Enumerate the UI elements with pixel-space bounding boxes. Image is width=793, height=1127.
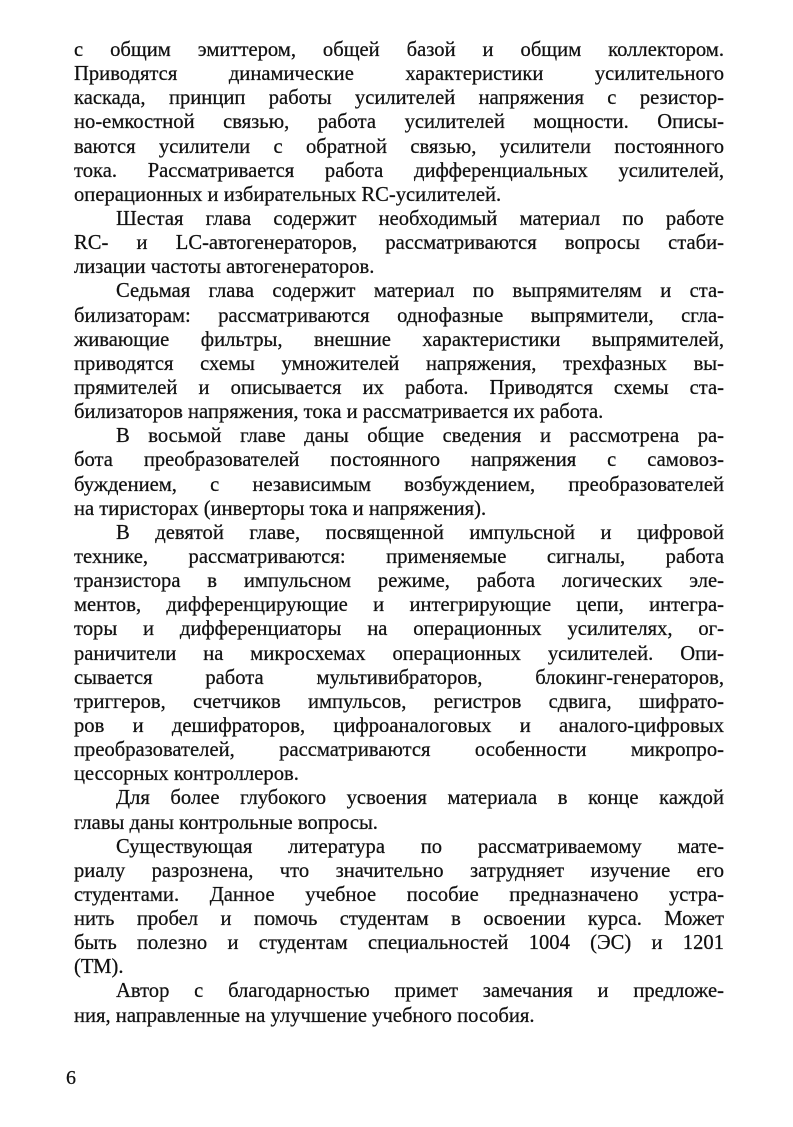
text-line: Приводятся динамические характеристики усилительного [74, 63, 724, 86]
text-line: В девятой главе, посвященной импульсной и цифровой [116, 521, 724, 544]
text-line: студентами. Данное учебное пособие предназначено устра- [74, 883, 724, 906]
text-line: риалу разрознена, что значительно затрудняет изучение его [74, 859, 724, 882]
text-line: транзистора в импульсном режиме, работа логических эле- [74, 570, 724, 593]
text-line: главы даны контрольные вопросы. [74, 811, 378, 834]
page-text [74, 38, 724, 1028]
text-line: ния, направленные на улучшение учебного пособия. [74, 1004, 535, 1027]
paragraph [74, 424, 724, 521]
text-line: живающие фильтры, внешние характеристики выпрямителей, [74, 328, 724, 351]
text-line: лизации частоты автогенераторов. [74, 256, 375, 279]
text-line: каскада, принцип работы усилителей напряжения с резистор- [74, 87, 724, 110]
paragraph [74, 786, 724, 834]
text-line: нить пробел и помочь студентам в освоении курса. Может [74, 908, 724, 931]
text-line: приводятся схемы умножителей напряжения, трехфазных вы- [74, 352, 724, 375]
text-line: билизаторов напряжения, тока и рассматривается их работа. [74, 401, 604, 424]
text-line: преобразователей, рассматриваются особенности микропро- [74, 739, 724, 762]
paragraph [74, 835, 724, 980]
paragraph [74, 38, 724, 207]
text-line: ваются усилители с обратной связью, усилители постоянного [74, 135, 724, 158]
text-line: ров и дешифраторов, цифроаналоговых и аналого-цифровых [74, 714, 724, 737]
text-line: В восьмой главе даны общие сведения и рассмотрена ра- [116, 425, 724, 448]
text-line: с общим эмиттером, общей базой и общим коллектором. [74, 39, 724, 61]
text-line: быть полезно и студентам специальностей 1004 (ЭС) и 1201 [74, 932, 724, 955]
text-line: билизаторам: рассматриваются однофазные выпрямители, сгла- [74, 304, 724, 327]
text-line: но-емкостной связью, работа усилителей мощности. Описы- [74, 111, 724, 134]
text-line: тока. Рассматривается работа дифференциальных усилителей, [74, 159, 724, 182]
text-line: технике, рассматриваются: применяемые сигналы, работа [74, 545, 724, 568]
text-line: операционных и избирательных RC-усилителей. [74, 183, 502, 206]
text-line: сывается работа мультивибраторов, блокинг-генераторов, [74, 666, 724, 689]
paragraph [74, 279, 724, 424]
paragraph [74, 207, 724, 279]
text-line: Седьмая глава содержит материал по выпрямителям и ста- [116, 280, 724, 303]
text-line: на тиристорах (инверторы тока и напряжения). [74, 497, 487, 520]
text-line: триггеров, счетчиков импульсов, регистров сдвига, шифрато- [74, 690, 724, 713]
text-line: бота преобразователей постоянного напряжения с самовоз- [74, 449, 724, 472]
text-line: буждением, с независимым возбуждением, преобразователей [74, 473, 724, 496]
text-line: Автор с благодарностью примет замечания и предложе- [116, 980, 724, 1003]
text-line: цессорных контроллеров. [74, 763, 299, 786]
text-line: RC- и LC-автогенераторов, рассматриваются вопросы стаби- [74, 232, 724, 255]
page-number: 6 [66, 1067, 76, 1089]
text-line: Для более глубокого усвоения материала в конце каждой [116, 787, 724, 810]
text-line: (ТМ). [74, 956, 124, 979]
text-line: Существующая литература по рассматриваемому мате- [116, 835, 724, 858]
text-line: раничители на микросхемах операционных усилителей. Опи- [74, 642, 724, 665]
text-line: ментов, дифференцирующие и интегрирующие цепи, интегра- [74, 594, 724, 617]
paragraph [74, 979, 724, 1027]
text-line: Шестая глава содержит необходимый материал по работе [116, 207, 724, 230]
paragraph [74, 521, 724, 787]
text-line: торы и дифференциаторы на операционных усилителях, ог- [74, 618, 724, 641]
text-line: прямителей и описывается их работа. Приводятся схемы ста- [74, 376, 724, 399]
